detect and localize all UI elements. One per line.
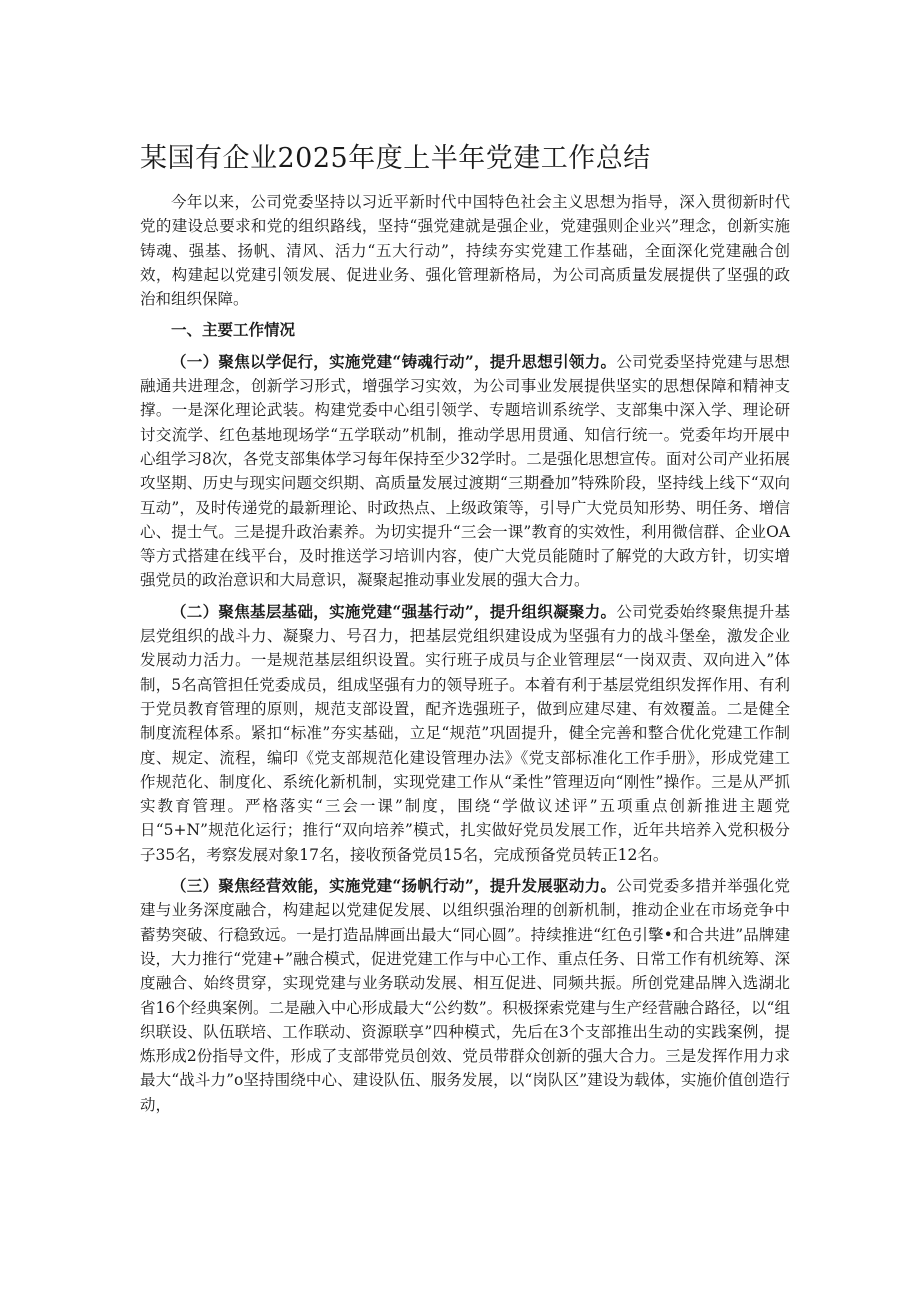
document-page <box>140 138 790 1124</box>
item-paragraph-1 <box>140 350 790 593</box>
item-body-2: 公司党委始终聚焦提升基层党组织的战斗力、凝聚力、号召力，把基层党组织建设成为坚强有力的战斗堡垒，激发企业发展动力活力。一是规范基层组织设置。实行班子成员与企业管理层“一岗双责、双向进入”体制，5名高管担任党委成员，组成坚强有力的领导班子。本着有利于基层党组织发挥作用、有利于党员教育管理的原则，规范支部设置，配齐选强班子，做到应建尽建、有效覆盖。二是健全制度流程体系。紧扣“标准”夯实基础，立足“规范”巩固提升，健全完善和整合优化党建工作制度、规定、流程，编印《党支部规范化建设管理办法》《党支部标准化工作手册》，形成党建工作规范化、制度化、系统化新机制，实现党建工作从“柔性”管理迈向“刚性”操作。三是从严抓实教育管理。严格落实“三会一课”制度，围绕“学做议述评”五项重点创新推进主题党日“5+N”规范化运行；推行“双向培养”模式，扎实做好党员发展工作，近年共培养入党积极分子35名，考察发展对象17名，接收预备党员15名，完成预备党员转正12名。 <box>140 602 790 864</box>
item-lead-2: （二）聚焦基层基础，实施党建“强基行动”，提升组织凝聚力。 <box>171 601 617 621</box>
item-lead-1: （一）聚焦以学促行，实施党建“铸魂行动”，提升思想引领力。 <box>171 351 617 371</box>
document-title: 某国有企业2025年度上半年党建工作总结 <box>140 143 651 174</box>
intro-paragraph: 今年以来，公司党委坚持以习近平新时代中国特色社会主义思想为指导，深入贯彻新时代党的建设总要求和党的组织路线，坚持“强党建就是强企业，党建强则企业兴”理念，创新实施铸魂、强基、扬帆、清风、活力“五大行动”，持续夯实党建工作基础，全面深化党建融合创效，构建起以党建引领发展、促进业务、强化管理新格局，为公司高质量发展提供了坚强的政治和组织保障。 <box>140 193 790 309</box>
item-body-1: 公司党委坚持党建与思想融通共进理念，创新学习形式，增强学习实效，为公司事业发展提供坚实的思想保障和精神支撑。一是深化理论武装。构建党委中心组引领学、专题培训系统学、支部集中深入学、理论研讨交流学、红色基地现场学“五学联动”机制，推动学思用贯通、知信行统一。党委年均开展中心组学习8次，各党支部集体学习每年保持至少32学时。二是强化思想宣传。面对公司产业拓展攻坚期、历史与现实问题交织期、高质量发展过渡期“三期叠加”特殊阶段，坚持线上线下“双向互动”，及时传递党的最新理论、时政热点、上级政策等，引导广大党员知形势、明任务、增信心、提士气。三是提升政治素养。为切实提升“三会一课”教育的实效性，利用微信群、企业OA等方式搭建在线平台，及时推送学习培训内容，使广大党员能随时了解党的大政方针，切实增强党员的政治意识和大局意识，凝聚起推动事业发展的强大合力。 <box>140 352 790 590</box>
item-paragraph-3 <box>140 874 790 1117</box>
item-lead-3: （三）聚焦经营效能，实施党建“扬帆行动”，提升发展驱动力。 <box>171 876 617 896</box>
item-paragraph-2 <box>140 600 790 867</box>
section-heading: 一、主要工作情况 <box>171 320 296 340</box>
item-body-3: 公司党委多措并举强化党建与业务深度融合，构建起以党建促发展、以组织强治理的创新机制，推动企业在市场竞争中蓄势突破、行稳致远。一是打造品牌画出最大“同心圆”。持续推进“红色引擎•和合共进”品牌建设，大力推行“党建+”融合模式，促进党建工作与中心工作、重点任务、日常工作有机统筹、深度融合、始终贯穿，实现党建与业务联动发展、相互促进、同频共振。所创党建品牌入选湖北省16个经典案例。二是融入中心形成最大“公约数”。积极探索党建与生产经营融合路径，以“组织联设、队伍联培、工作联动、资源联享”四种模式，先后在3个支部推出生动的实践案例，提炼形成2份指导文件，形成了支部带党员创效、党员带群众创新的强大合力。三是发挥作用力求最大“战斗力”o坚持围绕中心、建设队伍、服务发展，以“岗队区”建设为载体，实施价值创造行动， <box>140 877 790 1114</box>
